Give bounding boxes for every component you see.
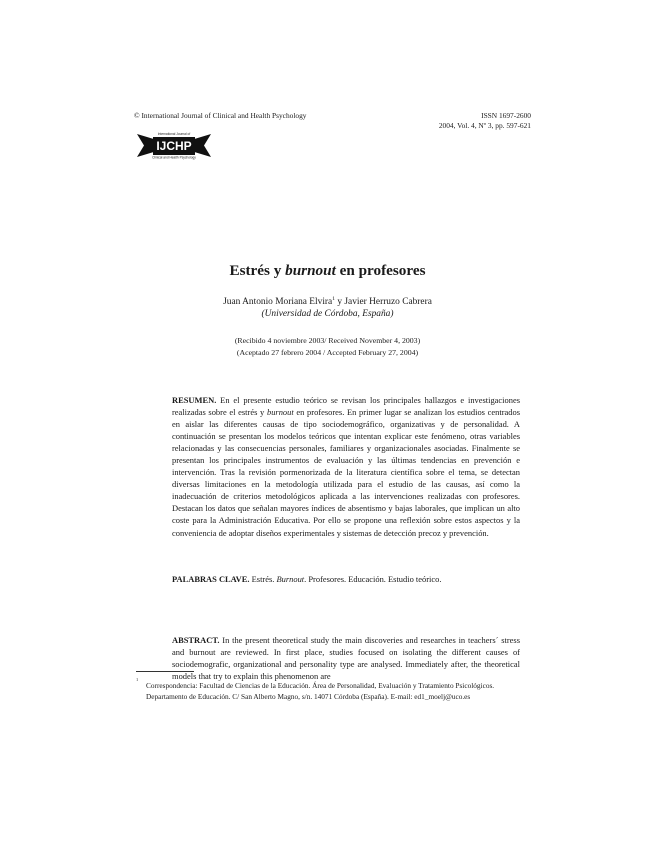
- footnote: 1 Correspondencia: Facultad de Ciencias de la Educación. Área de Personalidad, Evaluación y Tratamiento Psicológicos. Departamento de Educación. C/ San Alberto Magno, s/n. 14071 Córdoba (España). E-mail: ed1_moelj@uco.es: [136, 680, 524, 702]
- footnote-divider: [136, 671, 194, 672]
- keywords-paragraph: PALABRAS CLAVE. Estrés. Burnout. Profesores. Educación. Estudio teórico.: [172, 574, 442, 584]
- keywords-label: PALABRAS CLAVE.: [172, 574, 250, 584]
- footnote-text: Correspondencia: Facultad de Ciencias de la Educación. Área de Personalidad, Evaluación y Tratamiento Psicológicos. Departamento de Educación. C/ San Alberto Magno, s/n. 14071 Córdoba (España). E-mail: ed1_moelj@uco.es: [146, 681, 495, 701]
- dates: [0, 335, 655, 359]
- affiliation: (Universidad de Córdoba, España): [261, 309, 394, 319]
- received-date: (Recibido 4 noviembre 2003/ Received November 4, 2003): [234, 336, 421, 345]
- journal-name: © International Journal of Clinical and Health Psychology: [134, 111, 307, 120]
- resumen-label: RESUMEN.: [172, 395, 217, 405]
- issn: ISSN 1697-2600: [481, 111, 531, 120]
- logo-bottom-text: Clinical and Health Psychology: [152, 155, 196, 160]
- logo-top-text: International Journal of: [157, 132, 191, 136]
- authors: Juan Antonio Moriana Elvira$^1$ y Javier Herruzo Cabrera: [223, 295, 432, 307]
- footnote-ref: 1: [332, 295, 336, 302]
- resumen-paragraph: RESUMEN. En el presente estudio teórico se revisan los principales hallazgos e investigaciones realizadas sobre el estrés y burnout en profesores. En primer lugar se analizan los estudios centrados en aislar las diferentes causas de tipo sociodemográfico, organizativas y de personalidad. A continuación se presentan los modelos teóricos que intentan explicar este fenómeno, otras variables relacionadas y las consecuencias personales, familiares y organizacionales asociadas. Finalmente se presentan los principales instrumentos de evaluación y las últimas tendencias en prevención e intervención. Tras la revisión pormenorizada de la literatura científica sobre el tema, se detectan diversas limitaciones en la metodología utilizada para el estudio de las causas, así como la inadecuación de criterios metodológicos aplicada a las intervenciones realizadas con profesores. Destacan los datos que señalan mayores índices de absentismo y bajas laborales, que implican un alto coste para la Administración Educativa. Por ello se propone una reflexión sobre estos aspectos y la conveniencia de adoptar diseños experimentales y sistemas de detección precoz y prevención.: [172, 395, 520, 538]
- accepted-date: (Aceptado 27 febrero 2004 / Accepted February 27, 2004): [236, 348, 419, 357]
- volume-info: 2004, Vol. 4, Nº 3, pp. 597-621: [438, 120, 531, 130]
- paper-title: Estrés y burnout en profesores: [229, 262, 426, 279]
- abstract-paragraph: ABSTRACT. In the present theoretical study the main discoveries and researches in teachers´ stress and burnout are reviewed. In first place, studies focused on isolating the different causes of sociodemografic, organizational and personality type are analysed. Immediately after, the theoretical models that try to explain this phenomenon are: [172, 635, 520, 682]
- abstract-label: ABSTRACT.: [172, 635, 220, 645]
- issn-block: [439, 111, 531, 130]
- logo-acronym: IJCHP: [156, 139, 192, 153]
- ijchp-logo: [137, 129, 211, 161]
